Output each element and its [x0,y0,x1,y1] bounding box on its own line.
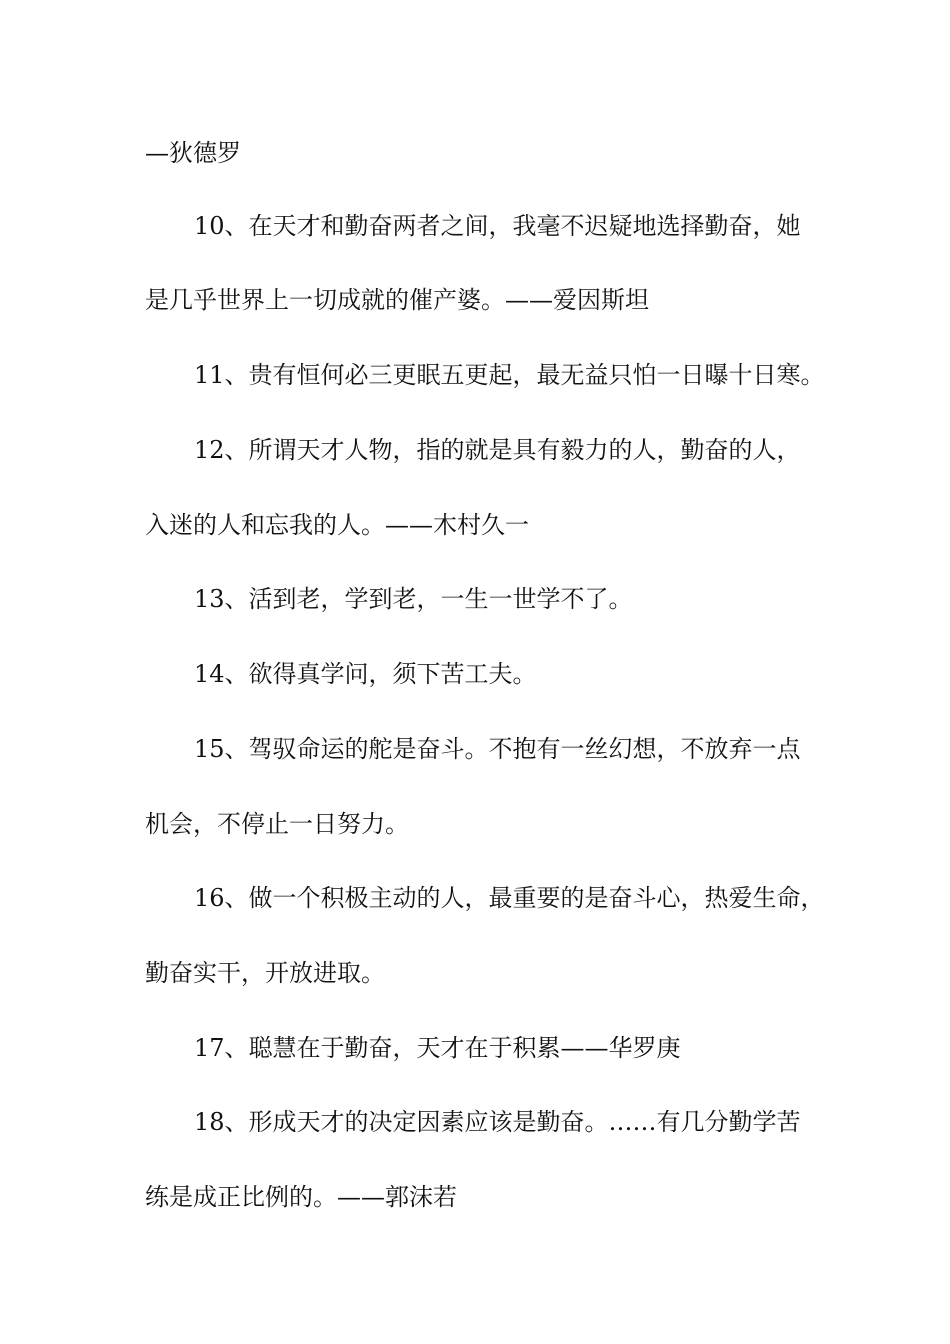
quote-16-line-2: 勤奋实干，开放进取。 [145,959,385,987]
quote-14-line-1: 14、欲得真学问，须下苦工夫。 [194,660,537,688]
quote-16-line-1: 16、做一个积极主动的人，最重要的是奋斗心，热爱生命， [194,884,825,912]
attribution-line: —狄德罗 [145,139,241,167]
quote-12-line-2: 入迷的人和忘我的人。——木村久一 [145,511,529,539]
quote-15-line-2: 机会，不停止一日努力。 [145,810,409,838]
quote-18-line-2: 练是成正比例的。——郭沫若 [145,1183,457,1211]
quote-10-line-2: 是几乎世界上一切成就的催产婆。——爱因斯坦 [145,286,649,314]
quote-18-line-1: 18、形成天才的决定因素应该是勤奋。……有几分勤学苦 [194,1108,801,1136]
quote-17-line-1: 17、聪慧在于勤奋，天才在于积累——华罗庚 [194,1034,681,1062]
quote-13-line-1: 13、活到老，学到老，一生一世学不了。 [194,585,633,613]
quote-15-line-1: 15、驾驭命运的舵是奋斗。不抱有一丝幻想，不放弃一点 [194,735,801,763]
quote-11-line-1: 11、贵有恒何必三更眠五更起，最无益只怕一日曝十日寒。 [194,361,825,389]
quote-12-line-1: 12、所谓天才人物，指的就是具有毅力的人，勤奋的人， [194,436,801,464]
quote-10-line-1: 10、在天才和勤奋两者之间，我毫不迟疑地选择勤奋，她 [194,212,801,240]
